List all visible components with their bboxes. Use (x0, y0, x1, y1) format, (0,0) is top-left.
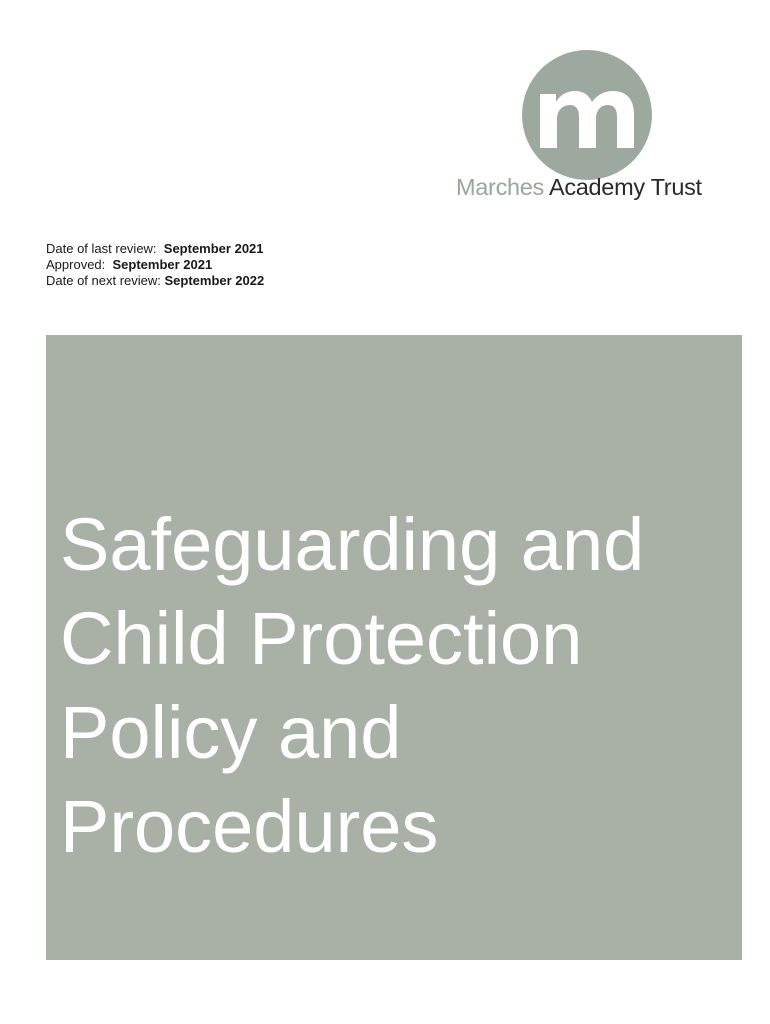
last-review-value: September 2021 (163, 241, 264, 256)
document-title-line-2: Child Protection (60, 597, 583, 680)
document-title-line-4: Procedures (60, 785, 439, 868)
logo-mark (522, 50, 652, 180)
organisation-name (456, 172, 702, 202)
approved-line (46, 257, 264, 273)
review-dates (46, 241, 264, 289)
m-letter-logo-icon (522, 50, 652, 180)
next-review-line (46, 273, 264, 289)
organisation-name-part2: Academy Trust (544, 174, 702, 200)
next-review-value: September 2022 (164, 273, 265, 288)
document-title-line-3: Policy and (60, 691, 402, 774)
document-title (60, 498, 644, 874)
last-review-line (46, 241, 264, 257)
last-review-label: Date of last review: (46, 241, 164, 256)
approved-value: September 2021 (112, 257, 213, 272)
document-title-line-1: Safeguarding and (60, 503, 645, 586)
next-review-label: Date of next review: (46, 273, 165, 288)
approved-label: Approved: (46, 257, 113, 272)
title-panel (46, 335, 742, 960)
organisation-name-part1: Marches (456, 174, 545, 200)
